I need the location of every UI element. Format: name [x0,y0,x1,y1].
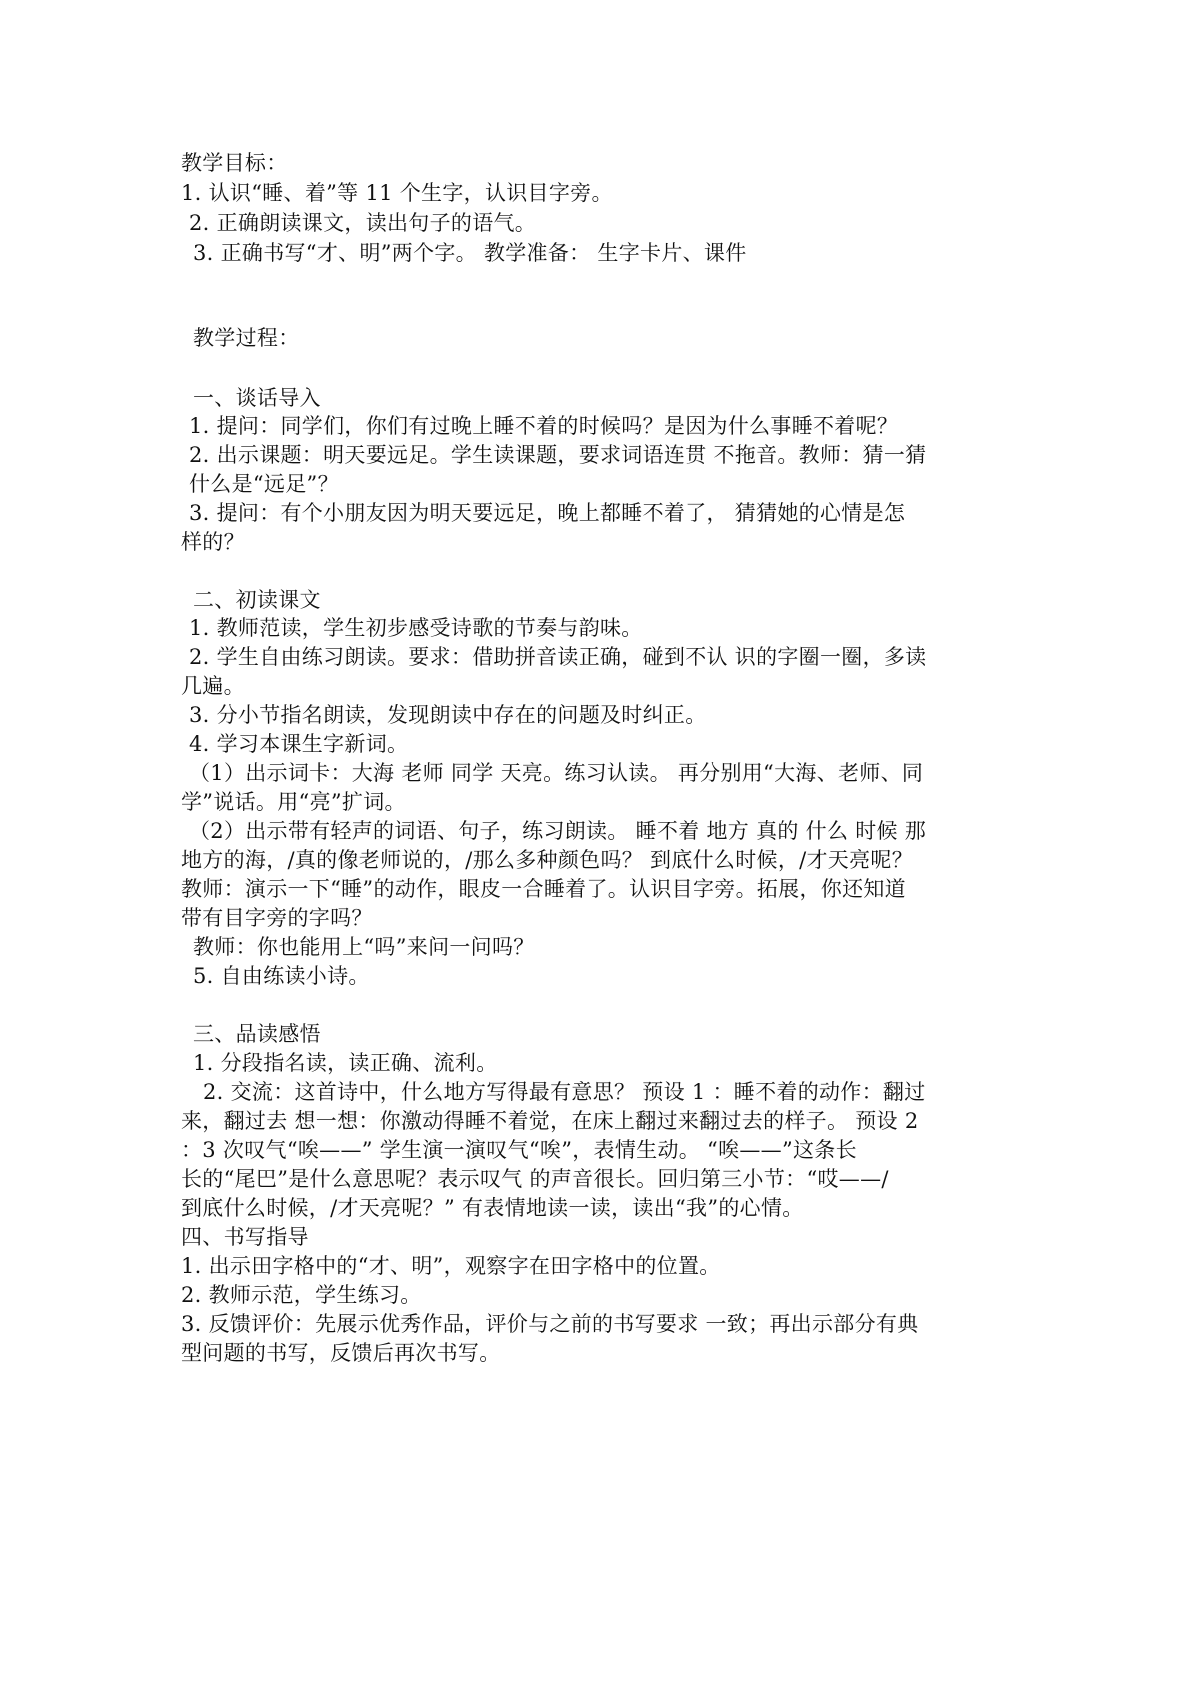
text-line: 长的“尾巴”是什么意思呢？表示叹气 的声音很长。回归第三小节：“哎——/ [181,1167,889,1191]
text-line: 学”说话。用“亮”扩词。 [181,790,406,814]
text-line: 3. 反馈评价：先展示优秀作品，评价与之前的书写要求 一致；再出示部分有典 [181,1312,919,1336]
text-line: ：3 次叹气“唉——” 学生演一演叹气“唉”，表情生动。 “唉——”这条长 [181,1138,857,1162]
text-line: 2. 出示课题：明天要远足。学生读课题，要求词语连贯 不拖音。教师：猜一猜 [189,443,927,467]
process-heading: 教学过程： [193,326,300,350]
text-line: 样的？ [181,530,245,554]
text-line: 1. 出示田字格中的“才、明”，观察字在田字格中的位置。 [181,1254,721,1278]
objective-item: 2. 正确朗读课文，读出句子的语气。 [189,211,537,235]
text-line: 什么是“远足”？ [189,472,339,496]
text-line: 2. 学生自由练习朗读。要求：借助拼音读正确，碰到不认 识的字圈一圈，多读 [189,645,927,669]
objective-item: 1. 认识“睡、着”等 11 个生字，认识目字旁。 [181,181,613,205]
section-heading: 二、初读课文 [193,588,321,612]
text-line: 3. 提问：有个小朋友因为明天要远足，晚上都睡不着了， 猜猜她的心情是怎 [189,501,906,525]
text-line: 教师：你也能用上“吗”来问一问吗？ [193,935,535,959]
text-line: 几遍。 [181,674,245,698]
text-line: 5. 自由练读小诗。 [193,964,370,988]
objectives-heading: 教学目标： [181,151,288,175]
objective-item: 3. 正确书写“才、明”两个字。 教学准备： 生字卡片、课件 [193,241,747,265]
text-line: 型问题的书写，反馈后再次书写。 [181,1341,501,1365]
section-heading: 一、谈话导入 [193,386,321,410]
text-line: （2）出示带有轻声的词语、句子，练习朗读。 睡不着 地方 真的 什么 时候 那 [189,819,927,843]
text-line: 1. 分段指名读，读正确、流利。 [193,1051,498,1075]
section-heading: 三、品读感悟 [193,1022,321,1046]
text-line: 2. 交流：这首诗中，什么地方写得最有意思？ 预设 1 ：睡不着的动作：翻过 [203,1080,926,1104]
text-line: 1. 提问：同学们，你们有过晚上睡不着的时候吗？是因为什么事睡不着呢？ [189,414,899,438]
text-line: 1. 教师范读，学生初步感受诗歌的节奏与韵味。 [189,616,643,640]
text-line: 3. 分小节指名朗读，发现朗读中存在的问题及时纠正。 [189,703,707,727]
text-line: 2. 教师示范，学生练习。 [181,1283,422,1307]
text-line: （1）出示词卡：大海 老师 同学 天亮。练习认读。 再分别用“大海、老师、同 [189,761,924,785]
text-line: 到底什么时候，/才天亮呢？” 有表情地读一读，读出“我”的心情。 [181,1196,804,1220]
text-line: 来，翻过去 想一想：你激动得睡不着觉，在床上翻过来翻过去的样子。 预设 2 [181,1109,919,1133]
text-line: 地方的海，/真的像老师说的，/那么多种颜色吗？ 到底什么时候，/才天亮呢？ [181,848,913,872]
section-heading: 四、书写指导 [181,1225,309,1249]
text-line: 带有目字旁的字吗？ [181,906,373,930]
text-line: 教师：演示一下“睡”的动作，眼皮一合睡着了。认识目字旁。拓展，你还知道 [181,877,906,901]
text-line: 4. 学习本课生字新词。 [189,732,409,756]
